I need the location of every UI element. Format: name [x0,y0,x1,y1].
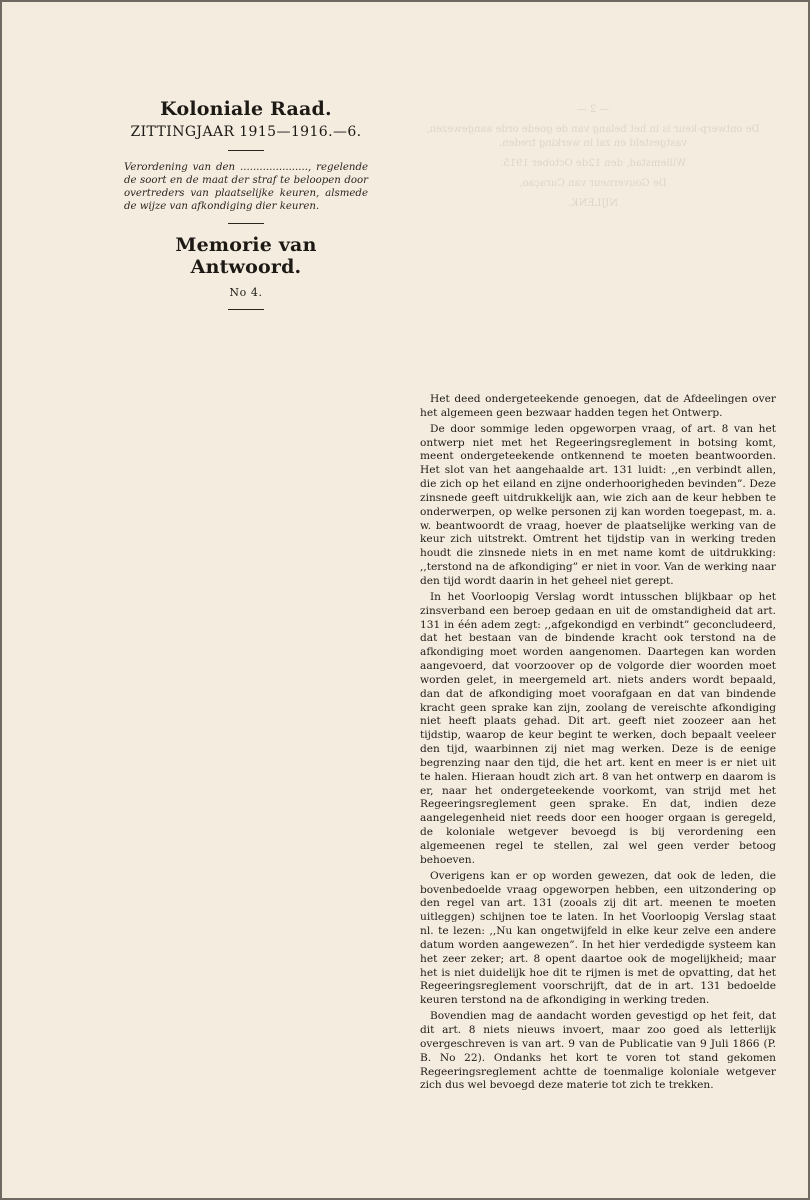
body-text [420,393,776,1095]
show-through-text [403,103,783,217]
session-year: ZITTINGJAAR 1915—1916.—6. [130,124,362,140]
paragraph: Het deed ondergeteekende genoegen, dat de Afdeelingen over het algemeen geen bezwaar hadden tegen het Ontwerp. [420,393,776,419]
divider [228,150,264,151]
ordinance-description: Verordening van den ....................., regelende de soort en de maat der straf te beloopen door overtreders van plaatselijke keuren, alsmede de wijze van afkondiging dier keuren. [124,162,368,212]
show-through-line: De Gouverneur van Curaçao, [519,178,667,189]
paragraph: Bovendien mag de aandacht worden gevestigd op het feit, dat dit art. 8 niets nieuws invoert, maar zoo goed als letterlijk overgeschreven is van art. 9 van de Publicatie van 9 Juli 1866 (P. B. No 22). Ondanks het kort te voren tot stand gekomen Regeeringsreglement achtte de toenmalige koloniale wetgever zich dus wel bevoegd deze materie tot zich te trekken. [420,1010,776,1092]
show-through-line: NIJLENK. [567,198,619,209]
council-name: Koloniale Raad. [160,98,332,120]
divider [228,309,264,310]
paragraph: De door sommige leden opgeworpen vraag, of art. 8 van het ontwerp niet met het Regeeringsreglement in botsing komt, meent ondergeteekende ontkennend te moeten beantwoorden. Het slot van het aangehaalde art. 131 luidt: ,,en verbindt allen, die zich op het eiland en zijne onderhoorigheden bevinden”. Deze zinsnede geeft uitdrukkelijk aan, wie zich aan de keur hebben te onderwerpen, op welke personen zij kan worden toegepast, m. a. w. beantwoordt de vraag, hoever de plaatselijke werking van de keur zich uitstrekt. Omtrent het tijdstip van in werking treden houdt die zinsnede niets in en met name komt de uitdrukking: ,,terstond na de afkondiging” er niet in voor. Van de werking naar den tijd wordt daarin in het geheel niet gerept. [420,422,776,587]
document-number: No 4. [229,286,263,299]
document-header [120,98,372,320]
document-title: Memorie van Antwoord. [175,234,317,278]
paragraph: In het Voorloopig Verslag wordt intusschen blijkbaar op het zinsverband een beroep gedaan en uit de omstandigheid dat art. 131 in één adem zegt: ,,afgekondigd en verbindt” geconcludeerd, dat het bestaan van de bindende kracht ook terstond na de afkondiging moet worden aangenomen. Daartegen kan worden aangevoerd, dat voorzoover op de volgorde dier woorden moet worden gelet, in meergemeld art. niets anders wordt bepaald, dan dat de afkondiging moet voorafgaan en dat van bindende kracht geen sprake kan zijn, zoolang de vereischte afkondiging niet heeft plaats gehad. Dit art. geeft niet zoozeer aan het tijdstip, waarop de keur begint te werken, doch bepaalt veeleer den tijd, waarbinnen zij niet mag werken. Deze is de eenige begrenzing naar den tijd, die het art. kent en meer is er niet uit te halen. Hieraan houdt zich art. 8 van het ontwerp en daarom is er, naar het ondergeteekende voorkomt, van strijd met het Regeeringsreglement geen sprake. En dat, indien deze aangelegenheid niet reeds door een hooger orgaan is geregeld, de koloniale wetgever bevoegd is bij verordening een algemeenen regel te stellen, zal wel geen verder betoog behoeven. [420,590,776,866]
paper-sheet [8,8,802,1194]
show-through-line: Willemstad, den 12de October 1915. [500,158,686,169]
paragraph: Overigens kan er op worden gewezen, dat ook de leden, die bovenbedoelde vraag opgeworpen hebben, een uitzondering op den regel van art. 131 (zooals zij dit art. meenen te moeten uitleggen) schijnen toe te laten. In het Voorloopig Verslag staat nl. te lezen: ,,Nu kan ongetwijfeld in elke keur zelve een andere datum worden aangewezen”. In het hier verdedigde systeem kan het zeer zeker; art. 8 opent daartoe ook de mogelijkheid; maar het is niet duidelijk hoe dit te rijmen is met de opvatting, dat het Regeeringsreglement voorschrijft, dat de in art. 131 bedoelde keuren terstond na de afkondiging in werking treden. [420,869,776,1007]
show-through-line: — 2 — [576,104,610,115]
divider [228,223,264,224]
show-through-line: De ontwerp-keur is in het belang van de goede orde aangewezen, vastgesteld en zal in werking treden. [426,124,760,149]
